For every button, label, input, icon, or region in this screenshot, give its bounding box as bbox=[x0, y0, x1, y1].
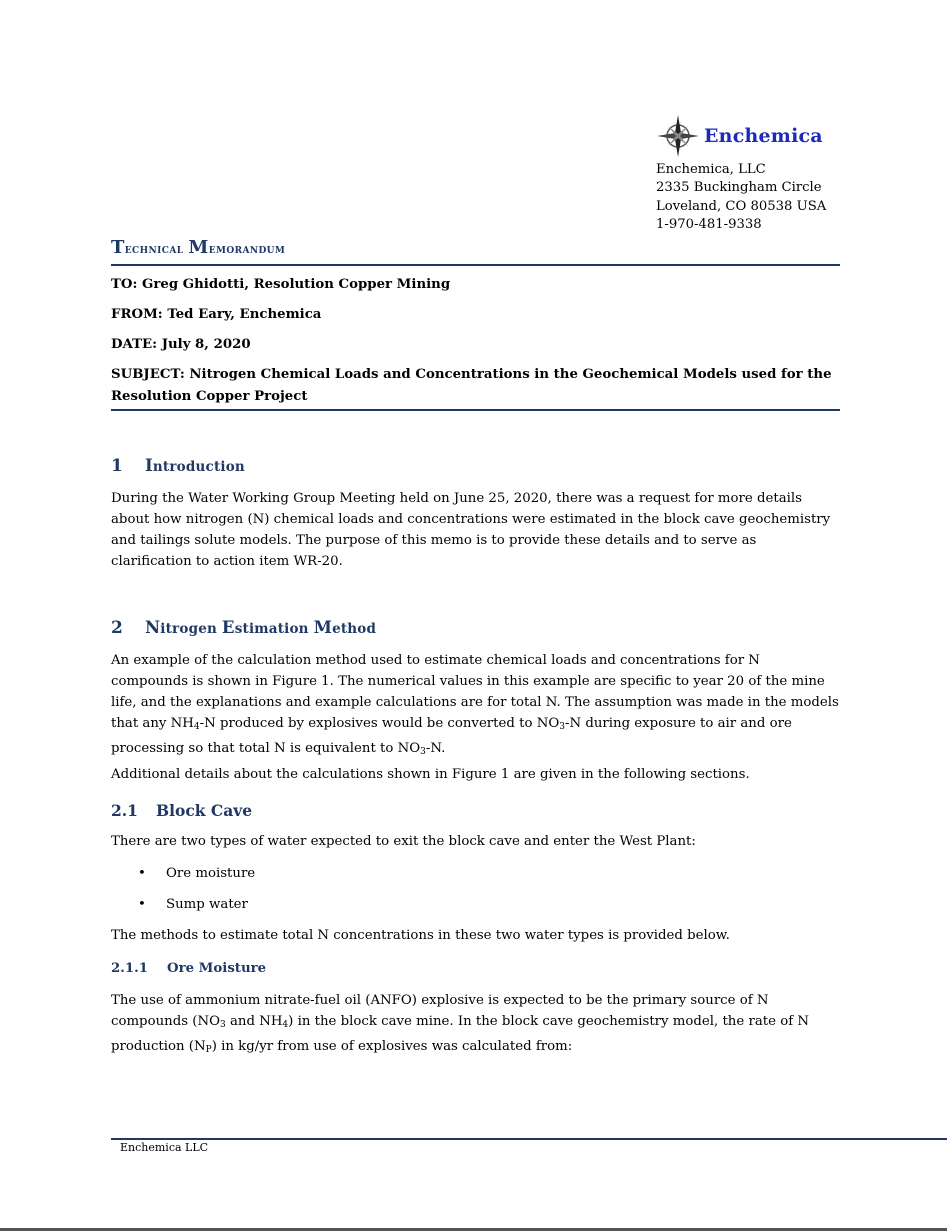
section-2-1-1-heading: 2.1.1 Ore Moisture bbox=[111, 961, 267, 976]
address-line: Loveland, CO 80538 USA bbox=[656, 198, 827, 214]
address-line: 1-970-481-9338 bbox=[656, 216, 762, 232]
compass-rose-icon bbox=[656, 114, 700, 158]
section-2-paragraph-2: Additional details about the calculations shown in Figure 1 are given in the following sections. bbox=[111, 767, 750, 782]
section-2-1-paragraph: There are two types of water expected to exit the block cave and enter the West Plant: bbox=[111, 834, 696, 849]
subject-field: SUBJECT: Nitrogen Chemical Loads and Concentrations in the Geochemical Models used for the Resolution Copper Project bbox=[111, 367, 832, 404]
section-2-1-heading: 2.1 Block Cave bbox=[111, 801, 253, 820]
footer-rule bbox=[111, 1138, 947, 1140]
company-logo bbox=[656, 114, 823, 158]
header-rule bbox=[111, 409, 840, 411]
to-field: TO: Greg Ghidotti, Resolution Copper Mining bbox=[111, 277, 451, 292]
address-line: 2335 Buckingham Circle bbox=[656, 180, 822, 196]
list-item: • Sump water bbox=[138, 897, 248, 912]
footer-text: Enchemica LLC bbox=[120, 1141, 209, 1154]
list-item: • Ore moisture bbox=[138, 866, 256, 881]
section-1-heading: 1 Introduction bbox=[111, 456, 245, 476]
from-field: FROM: Ted Eary, Enchemica bbox=[111, 307, 322, 322]
date-field: DATE: July 8, 2020 bbox=[111, 337, 251, 352]
section-2-1-paragraph-2: The methods to estimate total N concentrations in these two water types is provided below. bbox=[111, 928, 730, 943]
section-2-1-1-paragraph: The use of ammonium nitrate-fuel oil (ANFO) explosive is expected to be the primary source of N compounds ($NO_3$ and $NH_4$) in the block cave mine. In the block cave geochemistry model, the rate of N production $(N_P)$ in kg/yr from use of explosives was calculated from: bbox=[111, 993, 809, 1055]
section-2-paragraph: An example of the calculation method used to estimate chemical loads and concentrations for N compounds is shown in Figure 1. The numerical values in this example are specific to year 20 of the mine life, and the explanations and example calculations are for total N. The assumption was made in the models that any $NH_4-N$ produced by explosives would be converted to $NO_3-N$ during exposure to air and ore processing so that total N is equivalent to $NO_3-N$. bbox=[111, 653, 839, 757]
company-address bbox=[656, 161, 826, 234]
section-1-paragraph: During the Water Working Group Meeting held on June 25, 2020, there was a request for more details about how nitrogen (N) chemical loads and concentrations were estimated in the block cave geochemistry and tailings solute models. The purpose of this memo is to provide these details and to serve as clarification to action item WR-20. bbox=[111, 491, 831, 569]
section-2-heading: 2 Nitrogen Estimation Method bbox=[111, 618, 377, 638]
memo-title: Technical Memorandum bbox=[111, 237, 286, 258]
title-rule bbox=[111, 264, 840, 266]
logo-name: Enchemica bbox=[704, 125, 823, 147]
address-line: Enchemica, LLC bbox=[656, 162, 766, 177]
